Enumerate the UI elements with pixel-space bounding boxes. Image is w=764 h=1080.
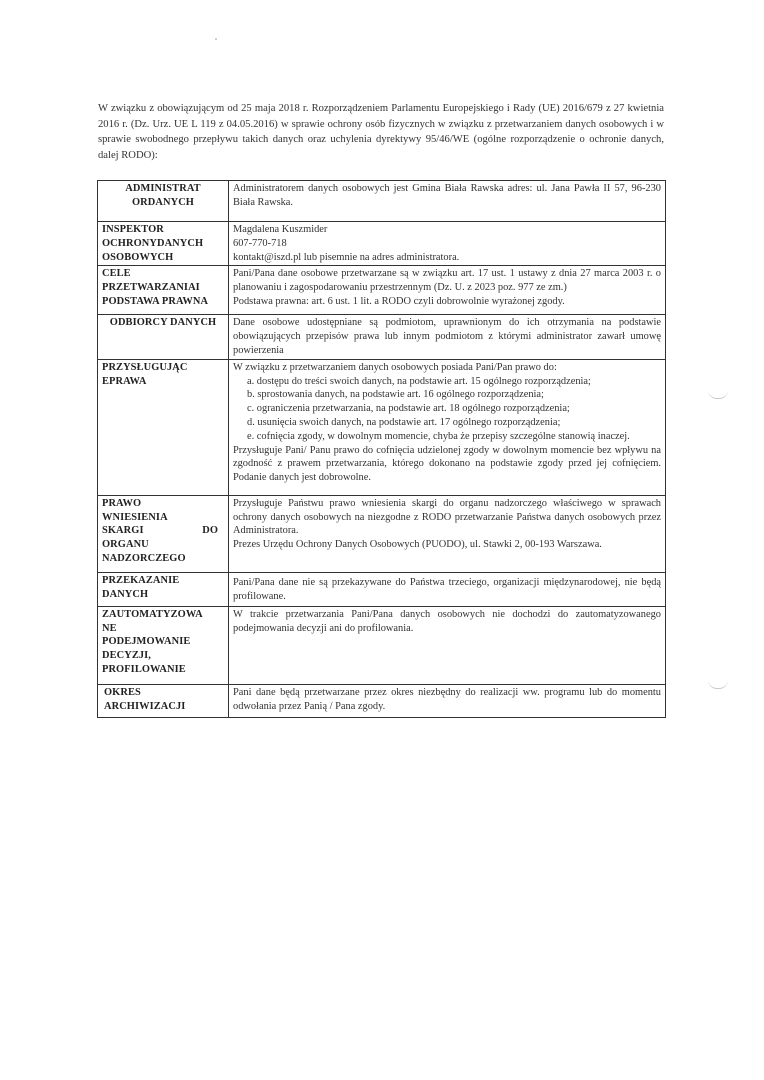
content-line: Przysługuje Państwu prawo wniesienia skargi do organu nadzorczego właściwego w sprawach ochrony danych osobowych na niezgodne z RODO przetwarzanie Państwa danych osobowych przez Administratora. [233, 497, 661, 537]
row-label-complaint [98, 495, 229, 572]
list-item: e. cofnięcia zgody, w dowolnym momencie, chyba że przepisy szczególne stanowią inaczej. [247, 430, 630, 442]
label-line: OCHRONYDANYCH [102, 237, 204, 249]
label-line: SKARGI DO [102, 525, 218, 537]
content-line: Podstawa prawna: art. 6 ust. 1 lit. a RODO czyli dobrowolnie wyrażonej zgody. [233, 295, 565, 307]
row-label-recipients [98, 315, 229, 359]
label-line: ADMINISTRAT [125, 183, 201, 194]
table-row [98, 181, 666, 222]
row-content-rights [229, 359, 666, 495]
row-label-inspector [98, 222, 229, 266]
table-row [98, 495, 666, 572]
content-line: Magdalena Kuszmider [233, 224, 328, 235]
label-line: DANYCH [102, 588, 149, 600]
content-line: Dane osobowe udostępniane są podmiotom, uprawnionym do ich otrzymania na podstawie obowiązujących przepisów prawa lub innym podmiotom z którymi administrator zawarł umowę powierzenia [233, 317, 661, 356]
row-content-archiving [229, 684, 666, 717]
content-line: Pani dane będą przetwarzane przez okres niezbędny do realizacji ww. programu lub do momentu odwołania przez Panią / Pana zgody. [233, 686, 661, 712]
content-line: Pani/Pana dane nie są przekazywane do Państwa trzeciego, organizacji międzynarodowej, nie będą profilowane. [233, 576, 661, 602]
rights-intro: W związku z przetwarzaniem danych osobowych posiada Pani/Pan prawo do: [233, 361, 557, 373]
content-line: 607-770-718 [233, 237, 287, 249]
table-row [98, 222, 666, 266]
label-line: PRZEKAZANIE [102, 574, 180, 586]
label-line: CELE [102, 268, 131, 280]
label-line: ORGANU [102, 539, 149, 551]
label-line: PODSTAWA PRAWNA [102, 295, 209, 307]
label-line: WNIESIENIA [102, 511, 168, 523]
content-line: kontakt@iszd.pl lub pisemnie na adres administratora. [233, 251, 460, 263]
intro-paragraph: W związku z obowiązującym od 25 maja 2018 r. Rozporządzeniem Parlamentu Europejskiego i Rady (UE) 2016/679 z 27 kwietnia 2016 r. (Dz. Urz. UE L 119 z 04.05.2016) w sprawie ochrony osób fizycznych w związku z przetwarzaniem danych osobowych i w sprawie swobodnego przepływu takich danych oraz uchylenia dyrektywy 95/46/WE (ogólne rozporządzenie o ochronie danych, dalej RODO): [98, 103, 664, 161]
table-row [98, 572, 666, 606]
row-content-recipients [229, 315, 666, 359]
row-content-automated [229, 606, 666, 684]
row-label-rights [98, 359, 229, 495]
table-row [98, 266, 666, 315]
list-item: b. sprostowania danych, na podstawie art. 16 ogólnego rozporządzenia; [247, 389, 544, 401]
list-item: d. usunięcia swoich danych, na podstawie art. 17 ogólnego rozporządzenia; [247, 416, 561, 428]
label-line: OSOBOWYCH [102, 251, 174, 263]
label-line: ORDANYCH [132, 196, 194, 208]
rodo-information-table [97, 180, 666, 718]
content-line: Pani/Pana dane osobowe przetwarzane są w związku art. 17 ust. 1 ustawy z dnia 27 marca 2003 r. o planowaniu i zagospodarowaniu przestrzennym (Dz. U. z 2023 poz. 977 ze zm.) [233, 268, 661, 294]
table-row [98, 606, 666, 684]
rights-outro: Przysługuje Pani/ Panu prawo do cofnięcia udzielonej zgody w dowolnym momencie bez wpływu na zgodność z prawem przetwarzania, którego dokonano na podstawie zgody przed jej cofnięciem. Podanie danych jest dobrowolne. [233, 444, 661, 484]
scan-speck [215, 38, 217, 40]
label-line: EPRAWA [102, 375, 147, 387]
table-row [98, 684, 666, 717]
table-row [98, 359, 666, 495]
list-item: a. dostępu do treści swoich danych, na podstawie art. 15 ogólnego rozporządzenia; [247, 375, 591, 387]
content-line: Administratorem danych osobowych jest Gmina Biała Rawska adres: ul. Jana Pawła II 57, 96-230 Biała Rawska. [233, 183, 661, 208]
row-content-complaint [229, 495, 666, 572]
label-line: PROFILOWANIE [102, 663, 186, 675]
label-line: ZAUTOMATYZOWA [102, 608, 203, 620]
label-line: PRAWO [102, 497, 142, 509]
label-line: NADZORCZEGO [102, 552, 186, 564]
label-line: PODEJMOWANIE [102, 636, 191, 648]
content-line: Prezes Urzędu Ochrony Danych Osobowych (PUODO), ul. Stawki 2, 00-193 Warszawa. [233, 539, 602, 551]
row-label-administrator [98, 181, 229, 222]
row-label-archiving [98, 684, 229, 717]
row-content-transfer [229, 572, 666, 606]
label-line: INSPEKTOR [102, 224, 164, 235]
row-content-purposes [229, 266, 666, 315]
content-line: W trakcie przetwarzania Pani/Pana danych osobowych nie dochodzi do zautomatyzowanego podejmowania decyzji ani do profilowania. [233, 608, 661, 634]
table-row [98, 315, 666, 359]
list-item: c. ograniczenia przetwarzania, na podstawie art. 18 ogólnego rozporządzenia; [247, 403, 570, 415]
label-line: OKRES ARCHIWIZACJI [104, 686, 186, 712]
label-line: DECYZJI, [102, 650, 152, 662]
scan-margin-mark [708, 680, 728, 689]
row-label-purposes [98, 266, 229, 315]
label-line: NE [102, 622, 117, 634]
row-content-inspector [229, 222, 666, 266]
scan-margin-mark [708, 390, 728, 399]
label-line: PRZYSŁUGUJĄC [102, 361, 188, 373]
row-content-administrator [229, 181, 666, 222]
label-line: PRZETWARZANIAI [102, 282, 200, 294]
label-line: ODBIORCY DANYCH [109, 317, 217, 329]
row-label-automated [98, 606, 229, 684]
row-label-transfer [98, 572, 229, 606]
